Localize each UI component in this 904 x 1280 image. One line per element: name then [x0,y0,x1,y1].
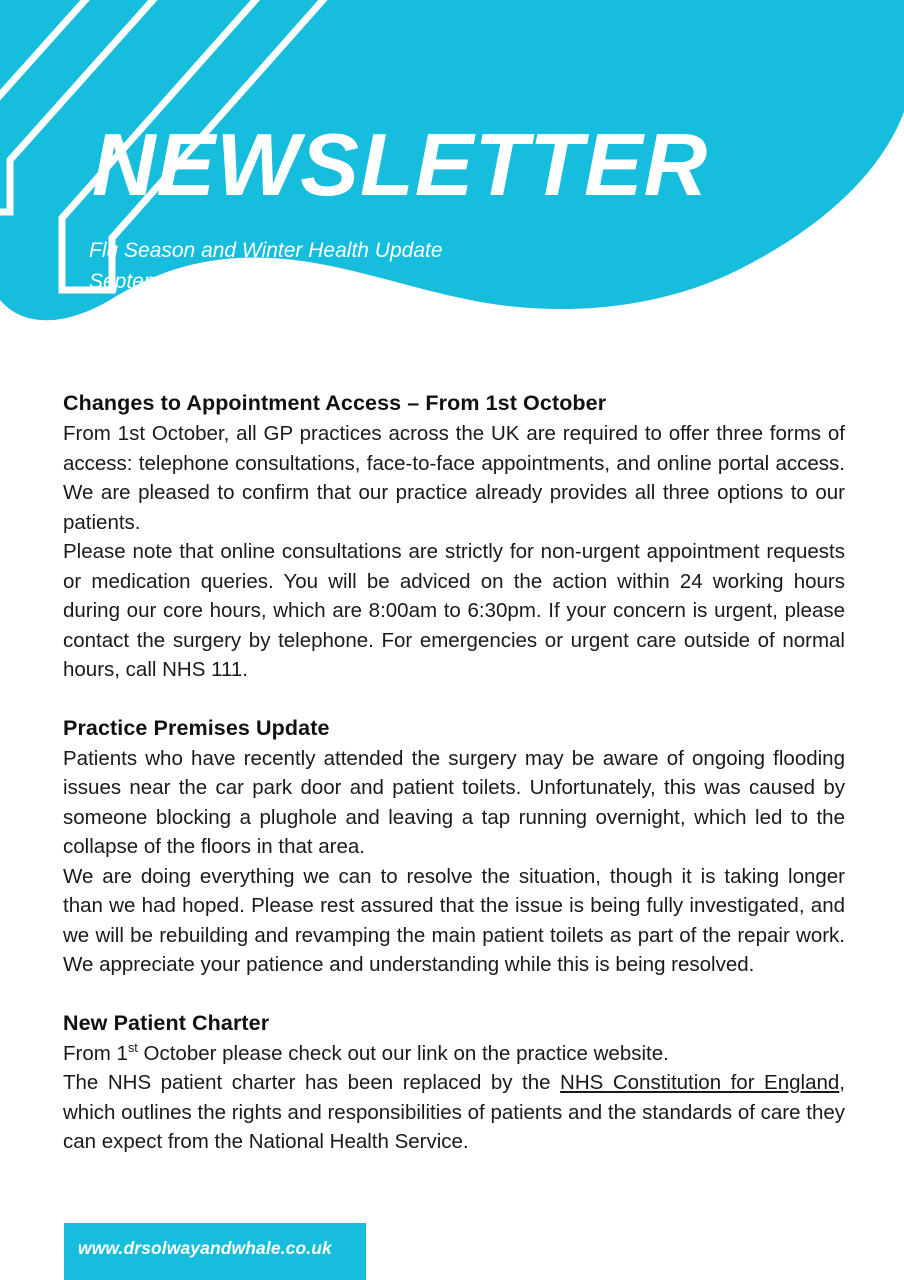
section-patient-charter [63,1008,845,1157]
newsletter-header [0,0,904,340]
section-heading: New Patient Charter [63,1010,270,1035]
section-practice-premises [63,713,845,980]
charter-text-after: , which outlines the rights and responsibilities of patients and the standards of care they can expect from the National Health Service. [63,1071,845,1153]
section-paragraph: From 1st October, all GP practices across the UK are required to offer three forms of access: telephone consultations, face-to-face appointments, and online portal access. We are pleased to confirm that our practice already provides all three options to our patients. [63,422,845,534]
section-heading: Changes to Appointment Access – From 1st October [63,391,607,415]
nhs-constitution-link[interactable]: NHS Constitution for England [560,1071,840,1094]
header-background-shape [0,0,904,340]
footer-url-bar [64,1223,366,1280]
charter-date-suffix: October please check out our link on the practice website. [137,1041,669,1065]
newsletter-body [63,388,845,1157]
header-subtitle-topic: Flu Season and Winter Health Update [89,239,443,262]
section-heading: Practice Premises Update [63,715,330,740]
charter-text-before: The NHS patient charter has been replaced by the [63,1071,561,1094]
section-paragraph [63,1039,845,1069]
section-paragraph [63,1068,845,1157]
page-title: NEWSLETTER [92,115,709,214]
section-paragraph: We are doing everything we can to resolve the situation, though it is taking longer than we had hoped. Please rest assured that the issue is being fully investigated, and we will be rebuilding and revamping the main patient toilets as part of the repair work. We appreciate your patience and understanding while this is being resolved. [63,864,845,976]
section-appointment-access [63,388,845,685]
section-paragraph: Patients who have recently attended the surgery may be aware of ongoing flooding issues near the car park door and patient toilets. Unfortunately, this was caused by someone blocking a plughole and leaving a tap running overnight, which led to the collapse of the floors in that area. [63,746,845,858]
ordinal-suffix: st [127,1039,138,1055]
practice-website-url[interactable]: www.drsolwayandwhale.co.uk [78,1238,332,1258]
charter-date-prefix: From 1 [63,1041,128,1065]
section-paragraph: Please note that online consultations are strictly for non-urgent appointment requests or medication queries. You will be adviced on the action within 24 working hours during our core hours, which are 8:00am to 6:30pm. If your concern is urgent, please contact the surgery by telephone. For emergencies or urgent care outside of normal hours, call NHS 111. [63,540,845,681]
header-cyan-fill [0,0,904,340]
header-subtitle-date: September 2025 [89,270,245,293]
